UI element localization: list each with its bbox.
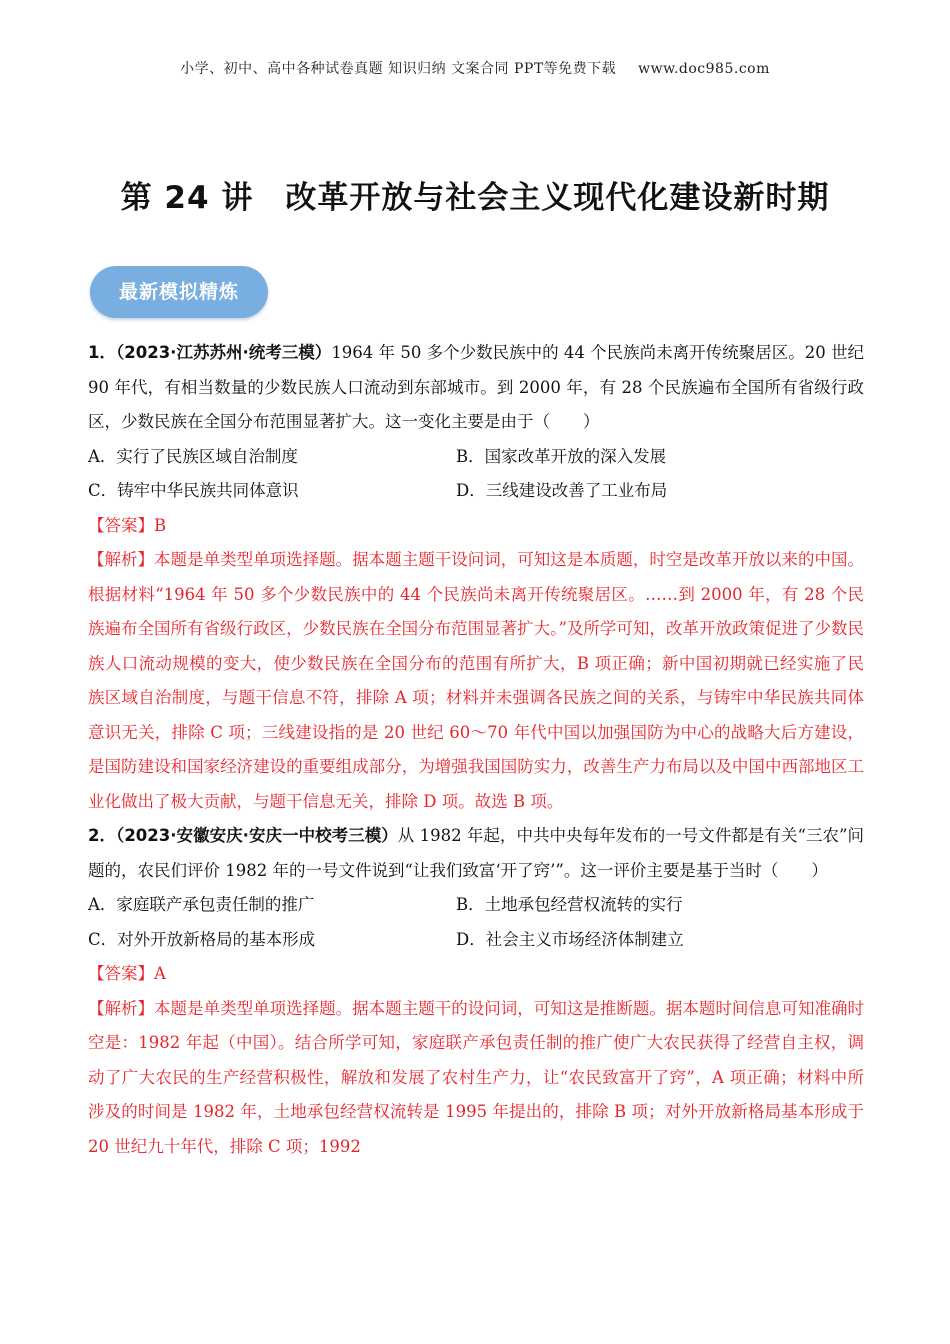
question-source: （2023·江苏苏州·统考三模） [116, 343, 332, 362]
lecture-topic: 改革开放与社会主义现代化建设新时期 [285, 180, 830, 216]
question-2 [88, 819, 864, 1164]
question-number: 1． [88, 343, 116, 362]
option-b: B．国家改革开放的深入发展 [456, 446, 667, 466]
questions-content [88, 336, 864, 1164]
analysis: 【解析】本题是单类型单项选择题。据本题主题干设问词，可知这是本质题，时空是改革开放以来的中国。根据材料“1964 年 50 多个少数民族中的 44 个民族尚未离开传统聚居区。……到 2000 年，有 28 个民族遍布全国所有省级行政区，少数民族在全国分布范围显著扩大。”及所学可知，改革开放政策促进了少数民族人口流动规模的变大，使少数民族在全国分布的范围有所扩大，B 项正确；新中国初期就已经实施了民族区域自治制度，与题干信息不符，排除 A 项；材料并未强调各民族之间的关系，与铸牢中华民族共同体意识无关，排除 C 项；三线建设指的是 20 世纪 60～70 年代中国以加强国防为中心的战略大后方建设，是国防建设和国家经济建设的重要组成部分，为增强我国国防实力，改善生产力布局以及中国中西部地区工业化做出了极大贡献，与题干信息无关，排除 D 项。故选 B 项。 [88, 550, 864, 811]
lecture-number: 第 24 讲 [120, 180, 254, 216]
section-badge: 最新模拟精炼 [90, 266, 268, 318]
option-c: C．对外开放新格局的基本形成 [88, 929, 316, 949]
question-1 [88, 336, 864, 819]
question-text: 从 1982 年起，中共中央每年发布的一号文件都是有关“三农”问题的，农民们评价 1982 年的一号文件说到“让我们致富‘开了窍’”。这一评价主要是基于当时（ ） [88, 826, 864, 880]
analysis: 【解析】本题是单类型单项选择题。据本题主题干的设问词，可知这是推断题。据本题时间信息可知准确时空是：1982 年起（中国）。结合所学可知，家庭联产承包责任制的推广使广大农民获得了经营自主权，调动了广大农民的生产经营积极性，解放和发展了农村生产力，让“农民致富开了窍”，A 项正确；材料中所涉及的时间是 1982 年，土地承包经营权流转是 1995 年提出的，排除 B 项；对外开放新格局基本形成于 20 世纪九十年代，排除 C 项；1992 [88, 998, 864, 1156]
option-a: A．实行了民族区域自治制度 [88, 446, 298, 466]
header-text: 小学、初中、高中各种试卷真题 知识归纳 文案合同 PPT等免费下载 [180, 61, 617, 77]
option-d: D．三线建设改善了工业布局 [456, 481, 668, 500]
page-header [0, 58, 950, 78]
lecture-title [0, 172, 950, 217]
answer: 【答案】B [88, 515, 167, 535]
question-stem [88, 336, 864, 440]
question-source: （2023·安徽安庆·安庆一中校考三模） [116, 826, 398, 845]
question-text: 1964 年 50 多个少数民族中的 44 个民族尚未离开传统聚居区。20 世纪 90 年代，有相当数量的少数民族人口流动到东部城市。到 2000 年，有 28 个民族遍布全国所有省级行政区，少数民族在全国分布范围显著扩大。这一变化主要是由于（ ） [88, 343, 864, 431]
option-a: A．家庭联产承包责任制的推广 [88, 895, 315, 914]
option-b: B．土地承包经营权流转的实行 [456, 895, 683, 914]
options-list [88, 888, 864, 957]
header-site-link[interactable]: www.doc985.com [638, 61, 770, 77]
answer: 【答案】A [88, 964, 166, 983]
question-number: 2． [88, 826, 117, 845]
option-c: C．铸牢中华民族共同体意识 [88, 481, 299, 500]
options-list [88, 440, 864, 509]
option-d: D．社会主义市场经济体制建立 [456, 929, 684, 949]
question-stem [88, 819, 864, 888]
